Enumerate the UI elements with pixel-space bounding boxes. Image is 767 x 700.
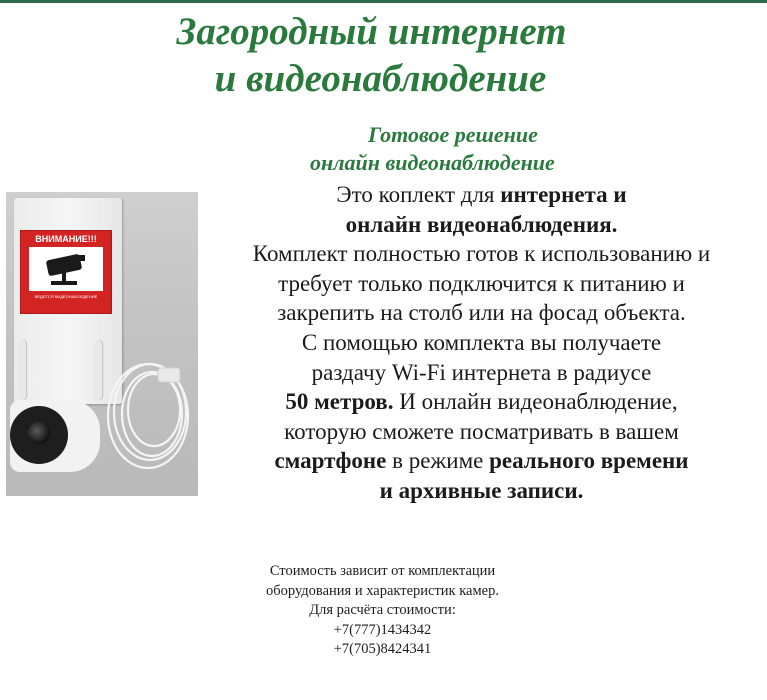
top-border bbox=[0, 0, 767, 3]
desc-text-bold: 50 метров. bbox=[285, 389, 394, 415]
pricing-note bbox=[200, 562, 565, 660]
camera-pictogram-icon bbox=[29, 247, 103, 291]
antenna-right bbox=[94, 340, 102, 400]
desc-line-11: и архивные записи. bbox=[379, 477, 584, 503]
phone-number-1[interactable]: +7(777)1434342 bbox=[333, 621, 432, 638]
desc-text-bold: интернета и bbox=[500, 182, 627, 207]
warning-sign-caption: ВЕДЕТСЯ ВИДЕОНАБЛЮДЕНИЕ bbox=[34, 294, 98, 299]
desc-text-normal: Это коплект для bbox=[336, 182, 501, 207]
product-photo bbox=[6, 192, 198, 496]
footer-line-2: оборудования и характеристик камер. bbox=[266, 582, 499, 599]
desc-line-1 bbox=[196, 180, 767, 210]
antenna-left bbox=[18, 340, 26, 400]
subtitle-line-1: Готовое решение bbox=[368, 122, 538, 147]
desc-line-9: которую сможете посматривать в вашем bbox=[284, 418, 679, 444]
desc-line-3: Комплект полностью готов к использованию и bbox=[252, 241, 711, 267]
warning-sign bbox=[20, 230, 112, 314]
desc-line-10 bbox=[196, 446, 767, 476]
desc-line-2: онлайн видеонаблюдения. bbox=[345, 211, 618, 237]
camera-lens-glass bbox=[28, 422, 50, 444]
desc-text-bold: реального времени bbox=[489, 448, 689, 474]
desc-text-normal: И онлайн видеонаблюдение, bbox=[393, 389, 678, 415]
desc-line-7: раздачу Wi-Fi интернета в радиусе bbox=[311, 359, 652, 385]
footer-line-3: Для расчёта стоимости: bbox=[309, 602, 456, 619]
power-cable bbox=[102, 342, 198, 492]
desc-text-bold: смартфоне bbox=[274, 448, 387, 474]
desc-line-8 bbox=[196, 387, 767, 417]
page-title-line-2: и видеонаблюдение bbox=[214, 57, 547, 100]
description-text bbox=[196, 180, 767, 506]
desc-line-4: требует только подключится к питанию и bbox=[278, 270, 685, 296]
page-title-line-1: Загородный интернет bbox=[176, 10, 567, 53]
subtitle-line-2: онлайн видеонаблюдение bbox=[310, 150, 555, 175]
desc-line-5: закрепить на столб или на фосад объекта. bbox=[277, 300, 686, 326]
warning-sign-title: ВНИМАНИЕ!!! bbox=[35, 234, 97, 244]
footer-line-1: Стоимость зависит от комплектации bbox=[269, 563, 496, 579]
desc-text-normal: в режиме bbox=[386, 448, 490, 474]
phone-number-2[interactable]: +7(705)8424341 bbox=[333, 641, 432, 658]
desc-line-6: С помощью комплекта вы получаете bbox=[301, 329, 662, 355]
